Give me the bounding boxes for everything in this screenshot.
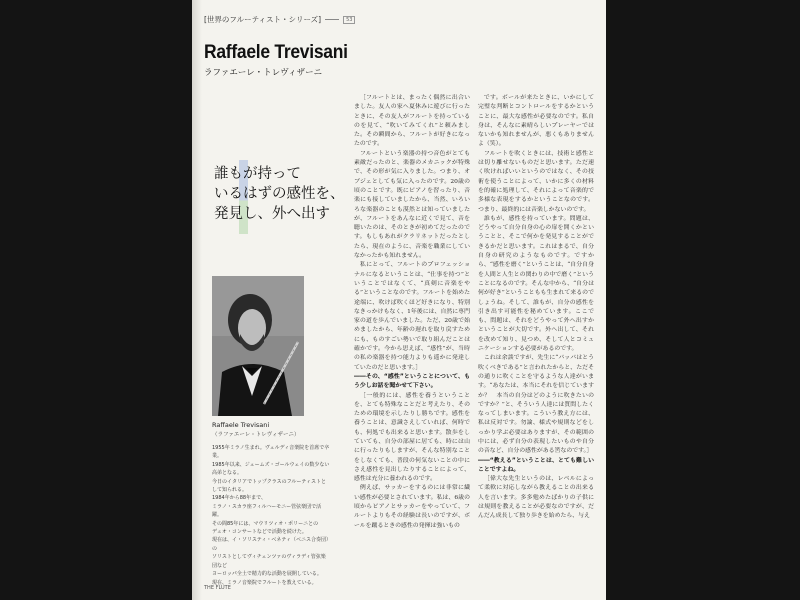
interview-paragraph: ［フルートとは、まったく偶然に出合いました。友人の家へ夏休みに遊びに行ったときに、その友人がフルートを持っているのを見て、“吹いてみてくれ”と頼みました。その瞬間から、フルートが好きになったのです。	[354, 95, 470, 148]
interview-paragraph: フルートという楽器の持つ音色がとても素敵だったのと、楽器のメカニックが特殊で、その形が気に入りました。つまり、オブジェとしても気に入ったのです。20歳の頃のことです。既にピアノを習ったり、音楽にも接していましたから、当然、いろいろな楽器のことも漠然とは知っていましたが、フルートをあんなに近くで見て、音を聴いたのは、そのときが初めてだったのです。もしもあれがクラリネットだったとしたら、現在のように、音楽を職業にしていなかったかも知れません。	[354, 150, 470, 260]
page-footer: THE FLUTE	[204, 585, 231, 591]
interview-paragraph: 誰もが、感性を持っています。問題は、どうやって自分自身の心の扉を開くかということと、そこで何かを発見することができるかだと思います。これはまるで、自分自身の研究のようなものです。ですから、“感性を磨く”ということは、“自分自身を人間と人生との関わりの中で磨く”ということになるのです。そんな中から、“自分は何が好き”ということもも生まれて来るのでしょうね。そして、誰もが、自分の感性を引き出す可能性を秘めています。ここでも、問題は、それをどうやって外へ出すかということが大切です。外へ出して、それを改めて知り、見つめ、そして人とコミュニケーションする必要があるのです。	[478, 215, 594, 353]
bio-line: 今日のイタリアでトップクラスのフルーティストとして知られる。	[212, 478, 327, 494]
interview-column-2	[478, 94, 594, 522]
artist-photo	[212, 276, 304, 416]
bio-line: ミラノ・スカラ座フィルハーモニー管弦楽団で活躍。	[212, 503, 322, 519]
interview-paragraph: です。ボールが来たときに、いかにして完璧な判断とコントロールをするかということに、最大な感性が必要なのです。私自身は、そんなに素晴らしいプレーヤーではないかも知れませんが、悪くもありませんよ（笑）。	[478, 95, 594, 148]
bio-line: デュオ・コンサートなどで活動を続けた。	[212, 529, 307, 536]
artist-biography	[212, 444, 330, 587]
bio-line: ソリストとしてヴィチェンツァのヴィラディ管弦楽団など	[212, 554, 326, 569]
photo-caption-name-japanese: （ラファエーレ・トレヴィザーニ）	[212, 432, 300, 438]
page-number-badge: 53	[343, 16, 355, 24]
bio-line: 1984年から88年まで、	[212, 495, 266, 502]
catchphrase	[214, 164, 345, 224]
interviewer-question: ――“教える”ということは、とても難しいことですよね。	[478, 457, 594, 473]
interview-paragraph: フルートを吹くときには、技術と感性とは切り離せないものだと思います。ただ速く吹ければいいというのではなく、その技術を使うことによって、いかに多くの材料を的確に処理して、それによって音楽的で多様な表現をするかということなのです。つまり、最終的には音楽しかないのです。	[478, 150, 594, 213]
bio-line: ヨーロッパ全土で精力的な活動を展開している。	[212, 571, 322, 578]
artist-name-english: Raffaele Trevisani	[204, 42, 348, 63]
interview-paragraph: ［偉大な先生というのは、レベルによって柔軟に対応しながら教えることの出来る人を言います。多多勉めたばかりの子供には規則を教えることが必要なのですが、だんだん成長して独り歩きを始めたら、与え	[478, 476, 594, 520]
artist-name-japanese: ラファエーレ・トレヴィザーニ	[204, 68, 323, 78]
interview-paragraph: 私にとって、フルートのプロフェッショナルになるということは、“仕事を持つ”ということではなくて、“真剣に音楽をやる”ということなのです。フルートを始めた途端に、吹けば吹くほど好きになり、特別なきっかけもなく、1年後には、自然に専門家の道を歩んでいました。ただ、20歳で始めましたから、年齢の遅れを取り戻すためにも、ものすごい勢いで取り組んだことは確かです。今から思えば、“感性”が、当時の私の楽器を持つ能力よりも遥かに発達していたのだと思います。］	[354, 262, 470, 371]
bio-line: 現在、ミラノ音楽院でフルートを教えている。	[212, 579, 317, 586]
magazine-page	[192, 0, 606, 600]
catchphrase-line: 誰もが持って	[214, 166, 301, 182]
bio-line: その間85年には、マウリツィオ・ポリーニとの	[212, 520, 319, 527]
page-binding-shadow	[192, 0, 202, 600]
bio-line: 1955年ミラノ生まれ。ヴェルディ音楽院を首席で卒業。	[212, 445, 330, 460]
interview-column-1	[354, 94, 470, 531]
catchphrase-line: いるはずの感性を、	[214, 186, 345, 202]
interviewer-question: ――その、“感性”ということについて、もう少しお話を聞かせて下さい。	[354, 373, 470, 390]
series-header	[204, 14, 355, 25]
interview-paragraph: これは余談ですが、先生に“パッパはとう吹くべきである”と言われたからと、ただその通りに吹くことを守るような人達がいます。“あなたは、本当にそれを信じていますか？ 本当の自分はどのように吹きたいのですか？”と、そういう人達には質問したくなってしまいます。こういう教え方には、私は反対です。勿論、様式や規則などをしっかり学ぶ必要はありますが、その範囲の中には、必ず自分の表現したいものや自分の音など、自分の感性がある筈なのです。］	[478, 355, 594, 455]
photo-caption-name: Raffaele Trevisani	[212, 421, 270, 429]
bio-line: 1985年以来、ジェームズ・ゴールウェイの数少ない高弟となる。	[212, 461, 330, 477]
interview-paragraph: 例えば、サッカーをするのには非常に繊い感性が必要とされています。私は、6歳の頃からピアノとサッカーをやっていて、フルートよりもその経験は長いのですが、ボールを蹴るときの感性の発揮は強いもの	[354, 485, 470, 529]
series-title: [世界のフルーティスト・シリーズ]	[204, 15, 322, 24]
interview-paragraph: ［一般的には、感性を養うということを、とても特殊なことだと考えたり、そのための環境を示したりし勝ちです。感性を養うことは、意識さえしていれば、何時でも、何処でも出来ると思います。散歩をしていても、自分の部屋に居ても、時には山に行ったりもしますが、そんな特別なことをしなくても、普段の何気ないことの中にさえ感性を見出したりすることによって、感性は充分に養われるのです。	[354, 392, 470, 483]
bio-line: 現在は、イ・ソリスティ・ベネティ（ベニス合奏団）の	[212, 537, 329, 552]
header-rule	[325, 19, 339, 20]
catchphrase-line: 発見し、外へ出す	[214, 206, 330, 222]
